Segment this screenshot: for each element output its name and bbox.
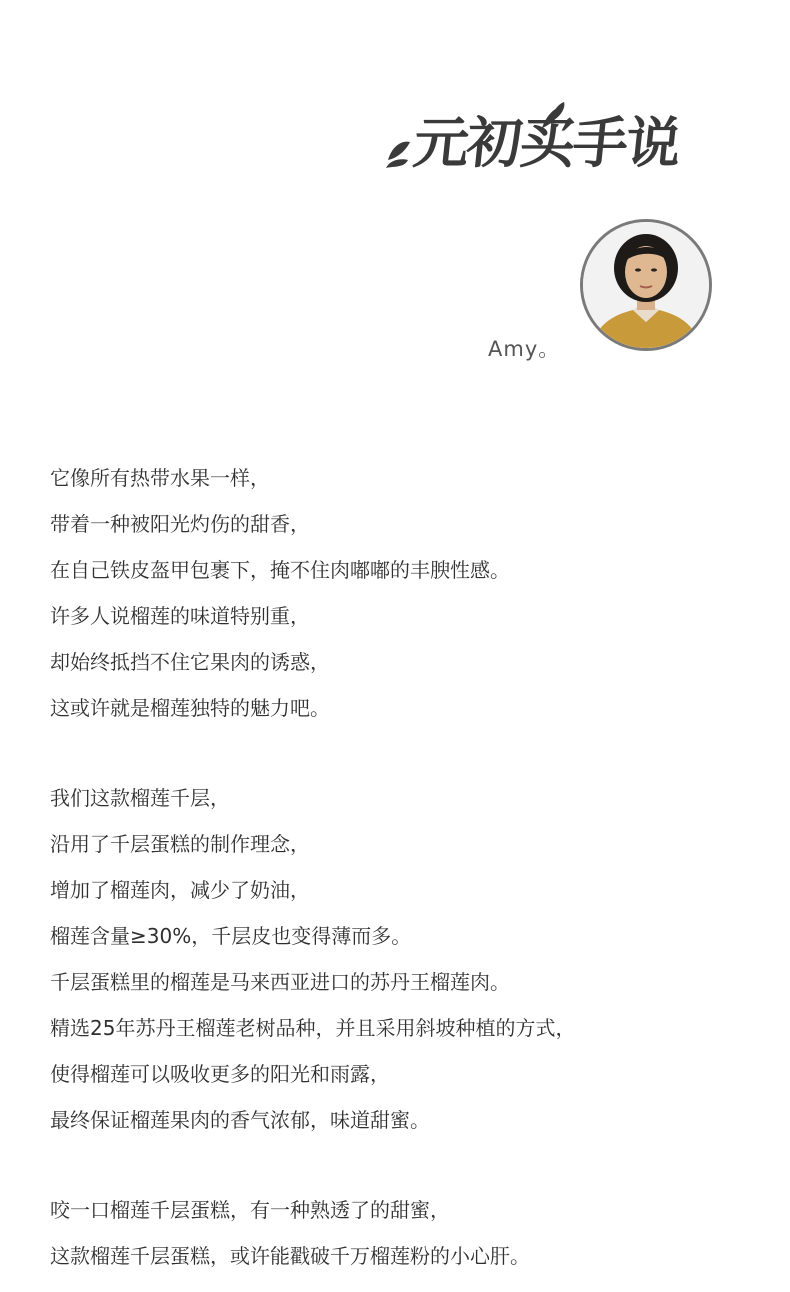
text-line: 千层蛋糕里的榴莲是马来西亚进口的苏丹王榴莲肉。 [50, 970, 510, 994]
paragraph [50, 1187, 750, 1279]
paragraph [50, 455, 750, 731]
text-line: 这或许就是榴莲独特的魅力吧。 [50, 696, 330, 720]
text-line: 带着一种被阳光灼伤的甜香， [50, 512, 310, 536]
text-line: 却始终抵挡不住它果肉的诱惑， [50, 650, 330, 674]
paragraph [50, 775, 750, 1143]
author-name: Amy。 [488, 337, 561, 361]
text-line: 使得榴莲可以吸收更多的阳光和雨露， [50, 1062, 390, 1086]
avatar-photo [583, 222, 709, 348]
text-line: 我们这款榴莲千层， [50, 786, 230, 810]
text-line: 沿用了千层蛋糕的制作理念， [50, 832, 310, 856]
text-line: 这款榴莲千层蛋糕，或许能戳破千万榴莲粉的小心肝。 [50, 1244, 530, 1268]
text-line: 精选25年苏丹王榴莲老树品种，并且采用斜坡种植的方式， [50, 1016, 576, 1040]
text-line: 咬一口榴莲千层蛋糕，有一种熟透了的甜蜜， [50, 1198, 450, 1222]
text-line: 许多人说榴莲的味道特别重， [50, 604, 310, 628]
text-line: 榴莲含量≥30%，千层皮也变得薄而多。 [50, 924, 412, 948]
text-line: 最终保证榴莲果肉的香气浓郁，味道甜蜜。 [50, 1108, 430, 1132]
article-body [50, 455, 750, 1279]
text-line: 它像所有热带水果一样， [50, 466, 270, 490]
text-line: 增加了榴莲肉，减少了奶油， [50, 878, 310, 902]
text-line: 在自己铁皮盔甲包裹下，掩不住肉嘟嘟的丰腴性感。 [50, 558, 510, 582]
brand-logo [382, 98, 732, 180]
brand-logo-text: 元初买手说 [410, 111, 683, 175]
avatar [580, 219, 712, 351]
